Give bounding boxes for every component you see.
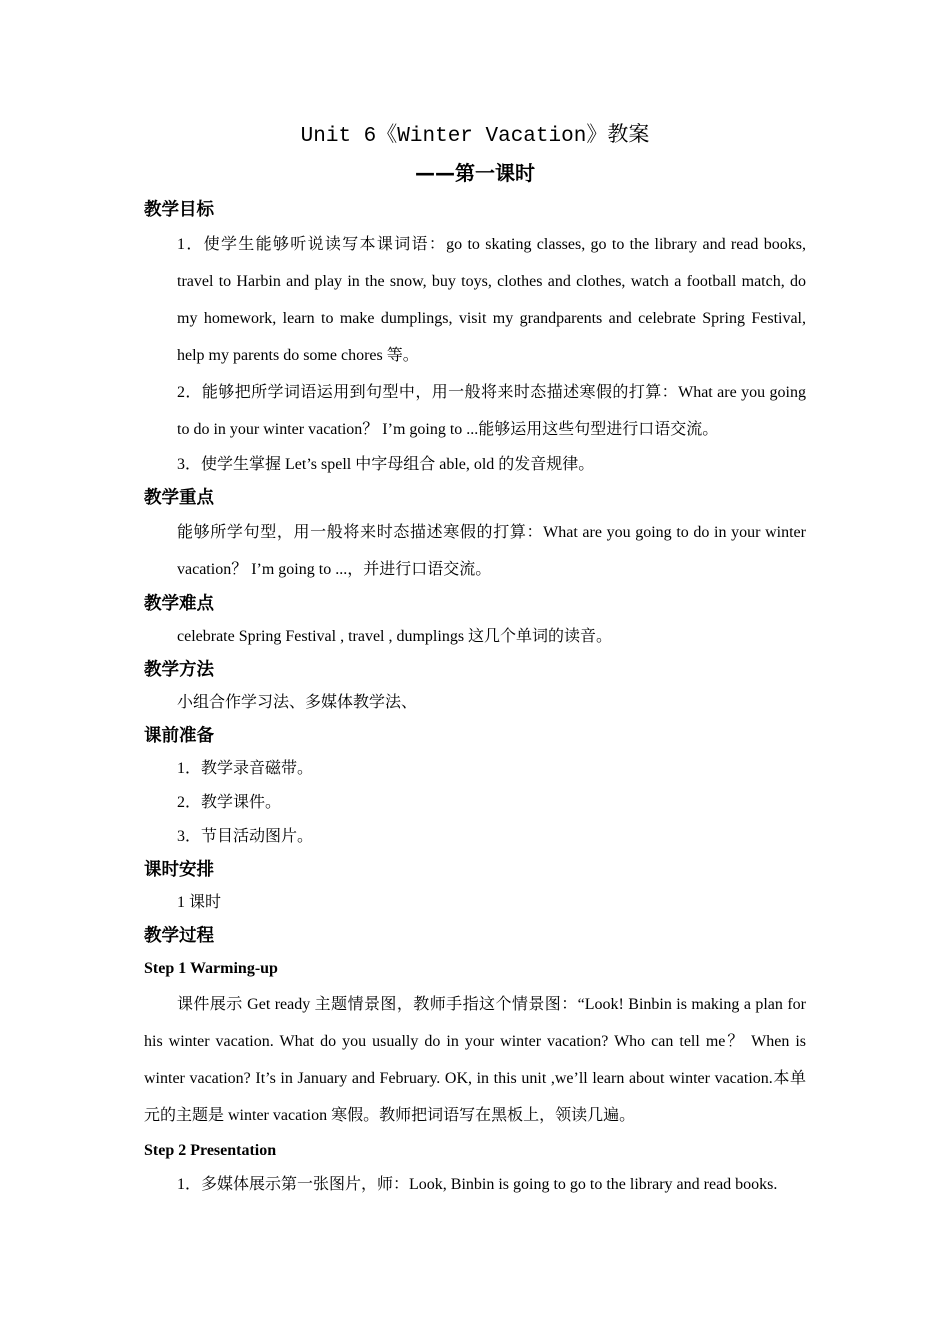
methods-text: 小组合作学习法、多媒体教学法、 [177,694,418,711]
objective-item-3: 3．使学生掌握 Let’s spell 中字母组合 able, old 的发音规律。 [177,456,595,473]
document-body [144,194,806,1202]
heading-difficulties: 教学难点 [144,594,214,614]
heading-process: 教学过程 [144,926,214,946]
preparation-item-2: 2．教学课件。 [177,794,282,811]
heading-objectives: 教学目标 [144,200,214,220]
objective-item-2: 2．能够把所学词语运用到句型中，用一般将来时态描述寒假的打算：What are you going to do in your winter vacation？ I’m going to ...能够运用这些句型进行口语交流。 [177,384,806,438]
document-title: Unit 6《Winter Vacation》教案 [300,125,650,148]
heading-methods: 教学方法 [144,660,214,680]
step-2-text: 1．多媒体展示第一张图片，师：Look, Binbin is going to go to the library and read books. [177,1176,778,1193]
preparation-item-1: 1．教学录音磁带。 [177,760,314,777]
heading-schedule: 课时安排 [144,860,214,880]
difficulties-text: celebrate Spring Festival , travel , dumplings 这几个单词的读音。 [177,628,613,645]
preparation-item-3: 3．节目活动图片。 [177,828,314,845]
step-2-title: Step 2 Presentation [144,1142,277,1159]
step-1-text: 课件展示 Get ready 主题情景图，教师手指这个情景图：“Look! Binbin is making a plan for his winter vacation. What do you usually do in your winter vacation? Who can tell me？ When is winter vacation? It’s in January and February. OK, in this unit ,we’ll learn about winter vacation.本单元的主题是 winter vacation 寒假。教师把词语写在黑板上，领读几遍。 [144,996,806,1124]
heading-preparation: 课前准备 [144,726,214,746]
heading-key-points: 教学重点 [144,488,214,508]
key-points-text: 能够所学句型，用一般将来时态描述寒假的打算：What are you going to do in your winter vacation？ I’m going to ...，并进行口语交流。 [177,524,806,578]
document-subtitle: ——第一课时 [415,161,535,185]
step-1-title: Step 1 Warming-up [144,960,278,977]
objective-item-1: 1．使学生能够听说读写本课词语：go to skating classes, go to the library and read books, travel to Harbin and play in the snow, buy toys, clothes and clothes, watch a football match, do my homework, learn to make dumplings, visit my grandparents and celebrate Spring Festival, help my parents do some chores 等。 [177,236,806,364]
schedule-text: 1 课时 [177,894,222,911]
